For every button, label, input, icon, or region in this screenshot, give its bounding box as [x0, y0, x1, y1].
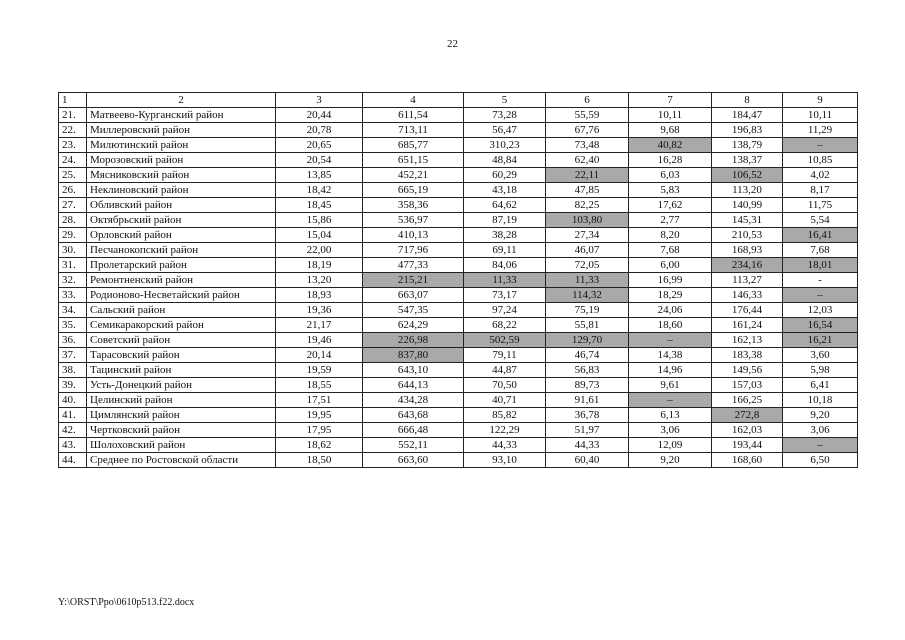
- value-cell: 16,41: [783, 228, 858, 243]
- row-number: 43.: [59, 438, 87, 453]
- value-cell: 140,99: [712, 198, 783, 213]
- row-number: 39.: [59, 378, 87, 393]
- district-name: Миллеровский район: [87, 123, 276, 138]
- column-header: 5: [464, 93, 546, 108]
- row-number: 24.: [59, 153, 87, 168]
- value-cell: 665,19: [363, 183, 464, 198]
- value-cell: 8,20: [629, 228, 712, 243]
- value-cell: 87,19: [464, 213, 546, 228]
- value-cell: 69,11: [464, 243, 546, 258]
- value-cell: 196,83: [712, 123, 783, 138]
- district-name: Октябрьский район: [87, 213, 276, 228]
- value-cell: 93,10: [464, 453, 546, 468]
- value-cell: 146,33: [712, 288, 783, 303]
- district-name: Усть-Донецкий район: [87, 378, 276, 393]
- value-cell: 15,86: [276, 213, 363, 228]
- value-cell: 552,11: [363, 438, 464, 453]
- value-cell: 13,20: [276, 273, 363, 288]
- value-cell: 82,25: [546, 198, 629, 213]
- value-cell: 17,62: [629, 198, 712, 213]
- value-cell: 502,59: [464, 333, 546, 348]
- value-cell: 56,47: [464, 123, 546, 138]
- value-cell: 9,20: [629, 453, 712, 468]
- row-number: 29.: [59, 228, 87, 243]
- value-cell: 452,21: [363, 168, 464, 183]
- value-cell: 685,77: [363, 138, 464, 153]
- value-cell: 9,61: [629, 378, 712, 393]
- value-cell: 162,03: [712, 423, 783, 438]
- value-cell: 624,29: [363, 318, 464, 333]
- table-row: [59, 378, 858, 393]
- table-row: [59, 168, 858, 183]
- value-cell: 8,17: [783, 183, 858, 198]
- value-cell: 11,29: [783, 123, 858, 138]
- district-name: Пролетарский район: [87, 258, 276, 273]
- value-cell: 5,98: [783, 363, 858, 378]
- value-cell: 3,06: [629, 423, 712, 438]
- row-number: 30.: [59, 243, 87, 258]
- value-cell: 113,20: [712, 183, 783, 198]
- value-cell: 643,10: [363, 363, 464, 378]
- column-header: 1: [59, 93, 87, 108]
- value-cell: 10,11: [629, 108, 712, 123]
- value-cell: 644,13: [363, 378, 464, 393]
- value-cell: 97,24: [464, 303, 546, 318]
- table-row: [59, 138, 858, 153]
- value-cell: 20,78: [276, 123, 363, 138]
- page-number: 22: [447, 38, 458, 50]
- table-row: [59, 123, 858, 138]
- table-row: [59, 303, 858, 318]
- value-cell: 6,00: [629, 258, 712, 273]
- value-cell: 27,34: [546, 228, 629, 243]
- value-cell: 75,19: [546, 303, 629, 318]
- column-header: 4: [363, 93, 464, 108]
- value-cell: 103,80: [546, 213, 629, 228]
- value-cell: 3,06: [783, 423, 858, 438]
- value-cell: 73,48: [546, 138, 629, 153]
- row-number: 40.: [59, 393, 87, 408]
- value-cell: 70,50: [464, 378, 546, 393]
- row-number: 38.: [59, 363, 87, 378]
- column-header: 8: [712, 93, 783, 108]
- value-cell: 310,23: [464, 138, 546, 153]
- value-cell: 43,18: [464, 183, 546, 198]
- value-cell: 56,83: [546, 363, 629, 378]
- value-cell: 3,60: [783, 348, 858, 363]
- value-cell: 18,42: [276, 183, 363, 198]
- value-cell: 10,18: [783, 393, 858, 408]
- value-cell: 122,29: [464, 423, 546, 438]
- column-header: 7: [629, 93, 712, 108]
- file-path-footer: Y:\ORST\Ppo\0610p513.f22.docx: [58, 597, 195, 608]
- value-cell: 6,13: [629, 408, 712, 423]
- column-header: 9: [783, 93, 858, 108]
- value-cell: 215,21: [363, 273, 464, 288]
- row-number: 36.: [59, 333, 87, 348]
- value-cell: 55,59: [546, 108, 629, 123]
- value-cell: 666,48: [363, 423, 464, 438]
- value-cell: 18,50: [276, 453, 363, 468]
- value-cell: 17,95: [276, 423, 363, 438]
- value-cell: 12,03: [783, 303, 858, 318]
- value-cell: 9,68: [629, 123, 712, 138]
- value-cell: 4,02: [783, 168, 858, 183]
- row-number: 28.: [59, 213, 87, 228]
- district-name: Мясниковский район: [87, 168, 276, 183]
- value-cell: 183,38: [712, 348, 783, 363]
- value-cell: 18,29: [629, 288, 712, 303]
- district-name: Семикаракорский район: [87, 318, 276, 333]
- value-cell: 18,62: [276, 438, 363, 453]
- row-number: 27.: [59, 198, 87, 213]
- value-cell: 226,98: [363, 333, 464, 348]
- row-number: 32.: [59, 273, 87, 288]
- value-cell: 17,51: [276, 393, 363, 408]
- row-number: 26.: [59, 183, 87, 198]
- value-cell: 11,75: [783, 198, 858, 213]
- value-cell: 64,62: [464, 198, 546, 213]
- district-name: Цимлянский район: [87, 408, 276, 423]
- district-name: Тарасовский район: [87, 348, 276, 363]
- district-name: Орловский район: [87, 228, 276, 243]
- value-cell: –: [783, 288, 858, 303]
- table-row: [59, 333, 858, 348]
- value-cell: –: [783, 138, 858, 153]
- value-cell: 11,33: [546, 273, 629, 288]
- district-name: Чертковский район: [87, 423, 276, 438]
- district-name: Шолоховский район: [87, 438, 276, 453]
- table-row: [59, 273, 858, 288]
- value-cell: 113,27: [712, 273, 783, 288]
- value-cell: 38,28: [464, 228, 546, 243]
- value-cell: 663,60: [363, 453, 464, 468]
- district-name: Песчанокопский район: [87, 243, 276, 258]
- district-name: Ремонтненский район: [87, 273, 276, 288]
- value-cell: 18,19: [276, 258, 363, 273]
- value-cell: 40,71: [464, 393, 546, 408]
- value-cell: 67,76: [546, 123, 629, 138]
- district-name: Среднее по Ростовской области: [87, 453, 276, 468]
- row-number: 25.: [59, 168, 87, 183]
- value-cell: 14,38: [629, 348, 712, 363]
- value-cell: -: [783, 273, 858, 288]
- value-cell: 5,83: [629, 183, 712, 198]
- value-cell: 663,07: [363, 288, 464, 303]
- value-cell: 410,13: [363, 228, 464, 243]
- row-number: 42.: [59, 423, 87, 438]
- value-cell: 73,28: [464, 108, 546, 123]
- value-cell: 60,40: [546, 453, 629, 468]
- value-cell: 713,11: [363, 123, 464, 138]
- district-name: Обливский район: [87, 198, 276, 213]
- value-cell: 68,22: [464, 318, 546, 333]
- table-row: [59, 363, 858, 378]
- value-cell: 168,60: [712, 453, 783, 468]
- row-number: 23.: [59, 138, 87, 153]
- value-cell: 210,53: [712, 228, 783, 243]
- value-cell: 547,35: [363, 303, 464, 318]
- value-cell: 5,54: [783, 213, 858, 228]
- table-row: [59, 438, 858, 453]
- value-cell: 536,97: [363, 213, 464, 228]
- value-cell: 145,31: [712, 213, 783, 228]
- column-header: 2: [87, 93, 276, 108]
- table-row: [59, 153, 858, 168]
- value-cell: 84,06: [464, 258, 546, 273]
- value-cell: 7,68: [783, 243, 858, 258]
- value-cell: 234,16: [712, 258, 783, 273]
- value-cell: 129,70: [546, 333, 629, 348]
- value-cell: 162,13: [712, 333, 783, 348]
- table-row: [59, 198, 858, 213]
- value-cell: 12,09: [629, 438, 712, 453]
- value-cell: 651,15: [363, 153, 464, 168]
- value-cell: 19,36: [276, 303, 363, 318]
- value-cell: 36,78: [546, 408, 629, 423]
- value-cell: 717,96: [363, 243, 464, 258]
- value-cell: 643,68: [363, 408, 464, 423]
- value-cell: 21,17: [276, 318, 363, 333]
- value-cell: 11,33: [464, 273, 546, 288]
- district-name: Родионово-Несветайский район: [87, 288, 276, 303]
- value-cell: 55,81: [546, 318, 629, 333]
- value-cell: 161,24: [712, 318, 783, 333]
- value-cell: 24,06: [629, 303, 712, 318]
- value-cell: 18,93: [276, 288, 363, 303]
- value-cell: 72,05: [546, 258, 629, 273]
- value-cell: 7,68: [629, 243, 712, 258]
- value-cell: 20,54: [276, 153, 363, 168]
- value-cell: 157,03: [712, 378, 783, 393]
- column-header: 6: [546, 93, 629, 108]
- district-name: Тацинский район: [87, 363, 276, 378]
- value-cell: 6,41: [783, 378, 858, 393]
- value-cell: 44,33: [464, 438, 546, 453]
- value-cell: 10,11: [783, 108, 858, 123]
- table-row: [59, 243, 858, 258]
- value-cell: 20,14: [276, 348, 363, 363]
- value-cell: 6,03: [629, 168, 712, 183]
- value-cell: 73,17: [464, 288, 546, 303]
- value-cell: 51,97: [546, 423, 629, 438]
- table-row: [59, 423, 858, 438]
- district-data-table: [58, 92, 858, 468]
- value-cell: 837,80: [363, 348, 464, 363]
- table-header-row: [59, 93, 858, 108]
- value-cell: 89,73: [546, 378, 629, 393]
- value-cell: 14,96: [629, 363, 712, 378]
- value-cell: 44,33: [546, 438, 629, 453]
- row-number: 22.: [59, 123, 87, 138]
- district-name: Матвеево-Курганский район: [87, 108, 276, 123]
- district-name: Неклиновский район: [87, 183, 276, 198]
- value-cell: 20,44: [276, 108, 363, 123]
- value-cell: 20,65: [276, 138, 363, 153]
- value-cell: 184,47: [712, 108, 783, 123]
- row-number: 21.: [59, 108, 87, 123]
- table-row: [59, 318, 858, 333]
- value-cell: 166,25: [712, 393, 783, 408]
- value-cell: 434,28: [363, 393, 464, 408]
- table-row: [59, 348, 858, 363]
- value-cell: 18,60: [629, 318, 712, 333]
- value-cell: 18,01: [783, 258, 858, 273]
- value-cell: 91,61: [546, 393, 629, 408]
- district-name: Морозовский район: [87, 153, 276, 168]
- value-cell: 47,85: [546, 183, 629, 198]
- value-cell: 46,07: [546, 243, 629, 258]
- value-cell: –: [629, 393, 712, 408]
- value-cell: 149,56: [712, 363, 783, 378]
- value-cell: 18,45: [276, 198, 363, 213]
- table-row: [59, 408, 858, 423]
- row-number: 33.: [59, 288, 87, 303]
- value-cell: 16,99: [629, 273, 712, 288]
- value-cell: 44,87: [464, 363, 546, 378]
- value-cell: 114,32: [546, 288, 629, 303]
- value-cell: 611,54: [363, 108, 464, 123]
- column-header: 3: [276, 93, 363, 108]
- value-cell: 19,95: [276, 408, 363, 423]
- table-row: [59, 258, 858, 273]
- value-cell: 176,44: [712, 303, 783, 318]
- value-cell: 9,20: [783, 408, 858, 423]
- value-cell: –: [783, 438, 858, 453]
- value-cell: 16,21: [783, 333, 858, 348]
- value-cell: 106,52: [712, 168, 783, 183]
- value-cell: 60,29: [464, 168, 546, 183]
- table-row: [59, 228, 858, 243]
- value-cell: 6,50: [783, 453, 858, 468]
- value-cell: 138,37: [712, 153, 783, 168]
- table-row: [59, 183, 858, 198]
- row-number: 34.: [59, 303, 87, 318]
- value-cell: 48,84: [464, 153, 546, 168]
- value-cell: 477,33: [363, 258, 464, 273]
- value-cell: 358,36: [363, 198, 464, 213]
- district-name: Советский район: [87, 333, 276, 348]
- table-row: [59, 453, 858, 468]
- value-cell: 19,46: [276, 333, 363, 348]
- value-cell: 79,11: [464, 348, 546, 363]
- value-cell: 15,04: [276, 228, 363, 243]
- value-cell: 16,28: [629, 153, 712, 168]
- value-cell: 2,77: [629, 213, 712, 228]
- table-row: [59, 393, 858, 408]
- row-number: 44.: [59, 453, 87, 468]
- value-cell: 16,54: [783, 318, 858, 333]
- table-row: [59, 288, 858, 303]
- value-cell: 168,93: [712, 243, 783, 258]
- row-number: 31.: [59, 258, 87, 273]
- table-row: [59, 213, 858, 228]
- value-cell: 62,40: [546, 153, 629, 168]
- value-cell: 46,74: [546, 348, 629, 363]
- district-name: Сальский район: [87, 303, 276, 318]
- value-cell: 40,82: [629, 138, 712, 153]
- district-name: Милютинский район: [87, 138, 276, 153]
- value-cell: 10,85: [783, 153, 858, 168]
- row-number: 41.: [59, 408, 87, 423]
- value-cell: 19,59: [276, 363, 363, 378]
- table-row: [59, 108, 858, 123]
- value-cell: 22,00: [276, 243, 363, 258]
- value-cell: 138,79: [712, 138, 783, 153]
- value-cell: 22,11: [546, 168, 629, 183]
- row-number: 35.: [59, 318, 87, 333]
- row-number: 37.: [59, 348, 87, 363]
- value-cell: 272,8: [712, 408, 783, 423]
- value-cell: 85,82: [464, 408, 546, 423]
- district-name: Целинский район: [87, 393, 276, 408]
- value-cell: 18,55: [276, 378, 363, 393]
- value-cell: 193,44: [712, 438, 783, 453]
- value-cell: 13,85: [276, 168, 363, 183]
- value-cell: –: [629, 333, 712, 348]
